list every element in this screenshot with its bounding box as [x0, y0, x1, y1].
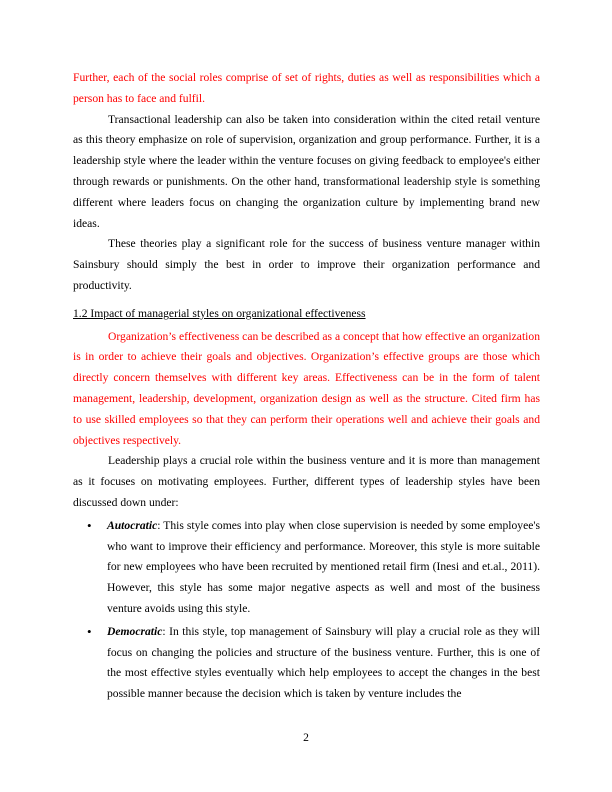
paragraph-theories-significance: These theories play a significant role for the success of business venture manager within Sainsbury should simply the best in order to improve their organization performance and productivity. — [73, 237, 540, 292]
list-item-democratic — [73, 622, 540, 705]
paragraph-leadership-role: Leadership plays a crucial role within the business venture and it is more than management as it focuses on motivating employees. Further, different types of leadership styles have been discussed down under: — [73, 454, 540, 509]
democratic-description: : In this style, top management of Sainsbury will play a crucial role as they will focus on changing the policies and structure of the business venture. Further, this is one of the most effective styles eventually which help employees to accept the changes in the best possible manner because the decision which is taken by venture includes the — [107, 624, 540, 701]
term-autocratic: Autocratic — [107, 518, 158, 532]
autocratic-description: : This style comes into play when close supervision is needed by some employee's who want to improve their efficiency and performance. Moreover, this style is more suitable for new employees who have been recruited by mentioned retail firm (Inesi and et.al., 2011). However, this style has some major negative aspects as well and most of the business venture avoids using this style. — [107, 518, 540, 615]
term-democratic: Democratic — [107, 624, 163, 638]
paragraph-organization-effectiveness: Organization’s effectiveness can be described as a concept that how effective an organization is in order to achieve their goals and objectives. Organization’s effective groups are those which directly concern themselves with different key areas. Effectiveness can be in the form of talent management, leadership, development, organization design as well as the structure. Cited firm has to use skilled employees so that they can perform their operations well and achieve their goals and objectives respectively. — [73, 329, 540, 447]
section-heading: 1.2 Impact of managerial styles on organizational effectiveness — [73, 306, 366, 320]
leadership-styles-list — [73, 516, 540, 705]
bullet-icon: • — [87, 517, 92, 533]
paragraph-social-roles: Further, each of the social roles comprise of set of rights, duties as well as responsibilities which a person has to face and fulfil. — [73, 71, 540, 105]
page-content — [73, 68, 540, 705]
bullet-icon: • — [87, 623, 92, 639]
page-number: 2 — [303, 731, 309, 744]
list-item-autocratic — [73, 516, 540, 620]
paragraph-transactional-leadership: Transactional leadership can also be taken into consideration within the cited retail venture as this theory emphasize on role of supervision, organization and group performance. Further, it is a leadership style where the leader within the venture focuses on giving feedback to employee's either through rewards or punishments. On the other hand, transformational leadership style is something different where leaders focus on changing the organization culture by implementing brand new ideas. — [73, 112, 540, 230]
